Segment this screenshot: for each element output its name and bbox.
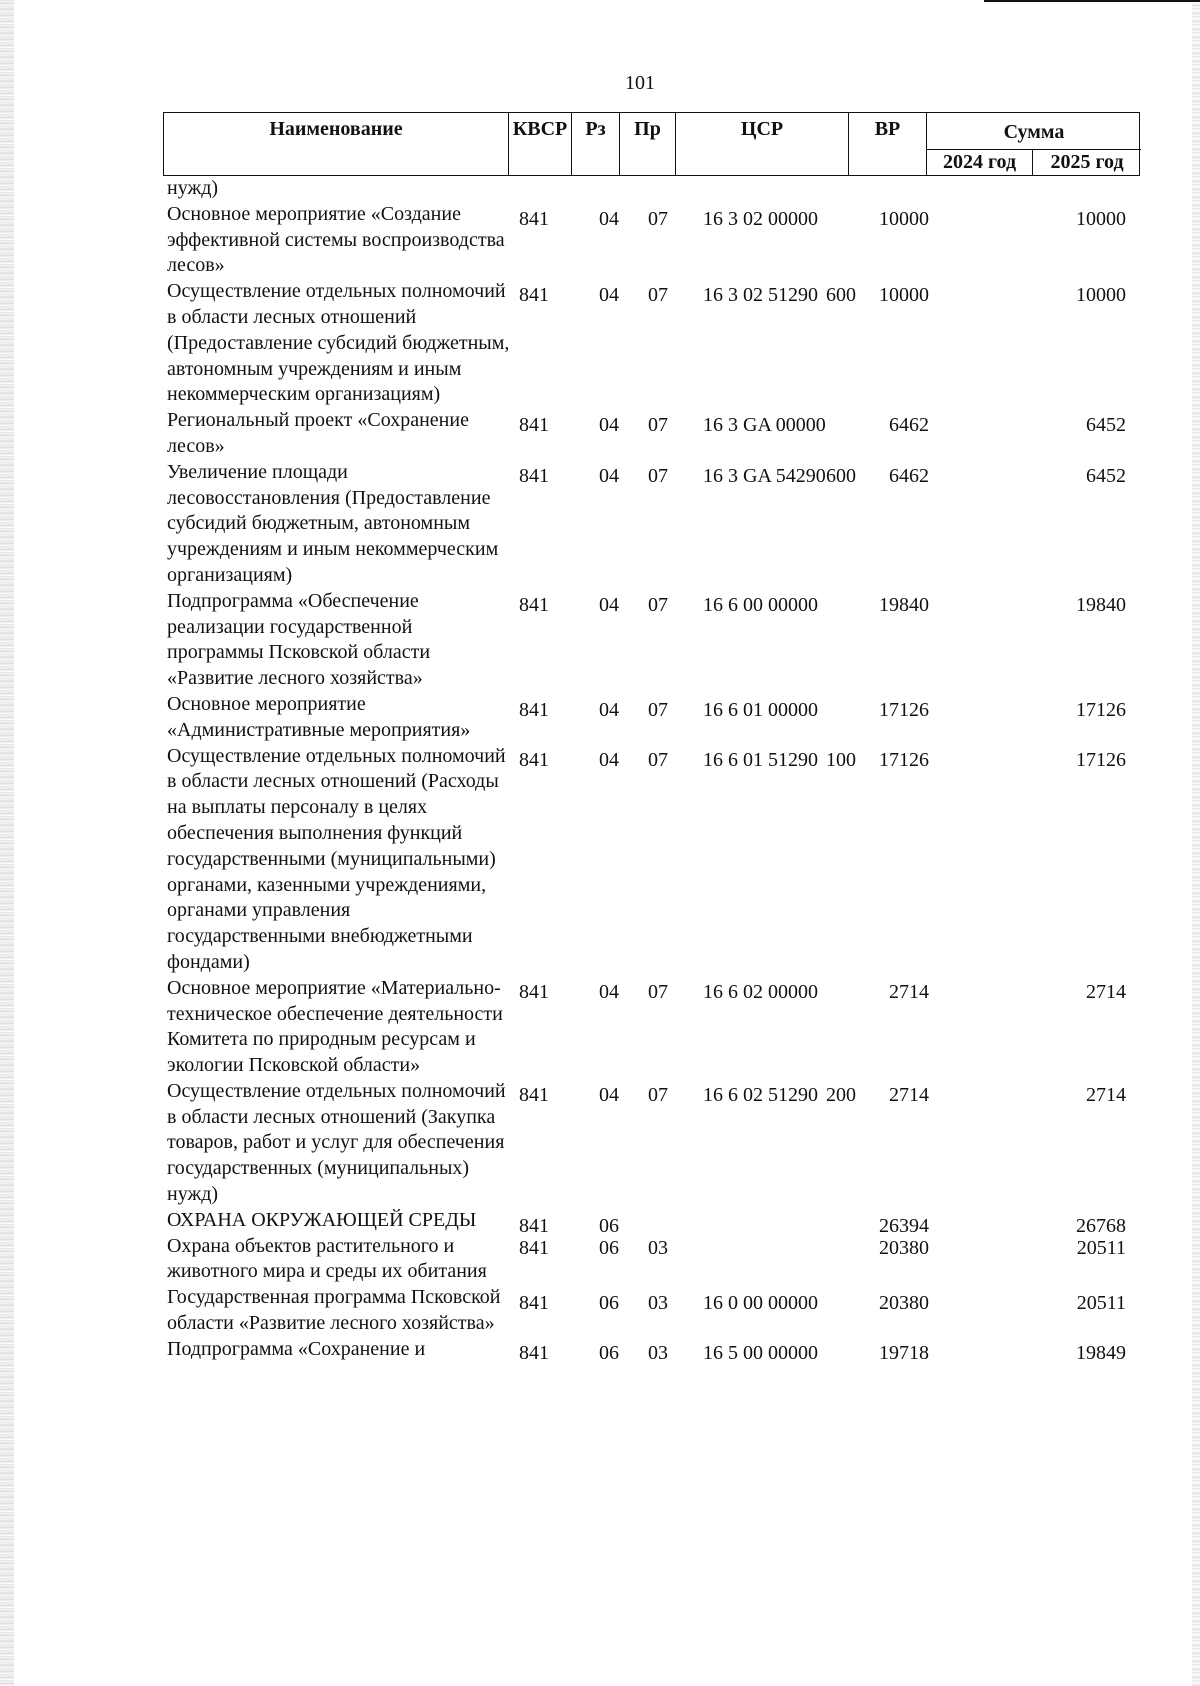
cell-rz: 04 [599, 284, 619, 307]
table-row [163, 279, 1140, 408]
cell-kvsr: 841 [519, 464, 549, 487]
cell-sum-2024: 20380 [879, 1292, 929, 1315]
cell-name: Подпрограмма «Сохранение и [167, 1337, 426, 1360]
cell-kvsr: 841 [519, 207, 549, 230]
cell-pr: 07 [648, 980, 668, 1003]
cell-name: Государственная программа Псковской области «Развитие лесного хозяйства» [167, 1286, 501, 1335]
cell-rz: 06 [599, 1341, 619, 1364]
cell-pr: 03 [648, 1341, 668, 1364]
cell-vr: 600 [826, 284, 856, 307]
continuation-text: нужд) [167, 177, 219, 199]
cell-pr: 07 [648, 414, 668, 437]
cell-sum-2024: 17126 [879, 748, 929, 771]
header-csr: ЦСР [676, 113, 849, 175]
cell-csr: 16 6 01 00000 [703, 698, 818, 721]
table-row [163, 408, 1140, 460]
header-year-2024: 2024 год [927, 150, 1033, 176]
cell-csr: 16 6 00 00000 [703, 593, 818, 616]
table-row [163, 460, 1140, 589]
table-row [163, 1234, 1140, 1286]
cell-name: Увеличение площади лесовосстановления (Предоставление субсидий бюджетным, автономным учреждениям и иным некоммерческим организациям) [167, 460, 499, 586]
cell-kvsr: 841 [519, 1083, 549, 1106]
cell-kvsr: 841 [519, 1341, 549, 1364]
cell-kvsr: 841 [519, 698, 549, 721]
cell-kvsr: 841 [519, 1236, 549, 1259]
cell-rz: 06 [599, 1236, 619, 1259]
cell-csr: 16 6 02 51290 [703, 1083, 818, 1106]
cell-pr: 07 [648, 284, 668, 307]
cell-kvsr: 841 [519, 980, 549, 1003]
cell-vr: 100 [826, 748, 856, 771]
cell-rz: 04 [599, 1083, 619, 1106]
cell-name: Основное мероприятие «Административные мероприятия» [167, 692, 471, 741]
cell-pr: 07 [648, 464, 668, 487]
cell-name: ОХРАНА ОКРУЖАЮЩЕЙ СРЕДЫ [167, 1208, 477, 1231]
table-row [163, 1208, 1140, 1237]
cell-sum-2025: 10000 [1076, 284, 1126, 307]
cell-name: Осуществление отдельных полномочий в области лесных отношений (Закупка товаров, работ и услуг для обеспечения государственных (муниципальных) нужд) [167, 1079, 506, 1206]
header-kvsr: КВСР [509, 113, 572, 175]
cell-rz: 04 [599, 980, 619, 1003]
cell-sum-2024: 10000 [879, 284, 929, 307]
cell-kvsr: 841 [519, 1214, 549, 1237]
cell-pr: 07 [648, 593, 668, 616]
cell-sum-2025: 20511 [1076, 1236, 1126, 1259]
cell-sum-2024: 2714 [889, 980, 929, 1003]
table-row [163, 1079, 1140, 1208]
cell-sum-2025: 17126 [1076, 748, 1126, 771]
cell-name: Осуществление отдельных полномочий в области лесных отношений (Предоставление субсидий бюджетным, автономным учреждениям и иным некоммерческим организациям) [167, 280, 510, 406]
table-row [163, 1337, 1140, 1363]
cell-sum-2025: 2714 [1086, 980, 1126, 1003]
header-vr: ВР [849, 113, 927, 175]
cell-sum-2024: 26394 [879, 1214, 929, 1237]
cell-csr: 16 3 02 00000 [703, 207, 818, 230]
header-pr: Пр [620, 113, 676, 175]
table-row [163, 692, 1140, 744]
cell-name: Основное мероприятие «Создание эффективной системы воспроизводства лесов» [167, 202, 505, 277]
cell-sum-2024: 6462 [889, 464, 929, 487]
cell-csr: 16 3 GA 00000 [703, 414, 826, 437]
cell-kvsr: 841 [519, 414, 549, 437]
cell-kvsr: 841 [519, 284, 549, 307]
table-row [163, 1285, 1140, 1337]
cell-kvsr: 841 [519, 1292, 549, 1315]
cell-name: Региональный проект «Сохранение лесов» [167, 409, 469, 457]
cell-sum-2024: 19840 [879, 593, 929, 616]
cell-rz: 06 [599, 1292, 619, 1315]
header-rz: Рз [572, 113, 620, 175]
table-row [163, 202, 1140, 279]
table-body [163, 176, 1140, 1363]
cell-csr: 16 3 GA 54290 [703, 464, 826, 487]
cell-sum-2024: 17126 [879, 698, 929, 721]
cell-pr: 03 [648, 1236, 668, 1259]
scan-edge-left [0, 0, 14, 1686]
cell-csr: 16 6 01 51290 [703, 748, 818, 771]
cell-name: Охрана объектов растительного и животного мира и среды их обитания [167, 1234, 487, 1283]
cell-pr: 03 [648, 1292, 668, 1315]
cell-csr: 16 5 00 00000 [703, 1341, 818, 1364]
header-sum: Сумма [927, 113, 1141, 150]
cell-sum-2025: 26768 [1076, 1214, 1126, 1237]
table-header [163, 112, 1140, 176]
cell-name: Подпрограмма «Обеспечение реализации государственной программы Псковской области «Развитие лесного хозяйства» [167, 589, 431, 690]
cell-sum-2024: 19718 [879, 1341, 929, 1364]
cell-vr: 200 [826, 1083, 856, 1106]
cell-sum-2025: 19840 [1076, 593, 1126, 616]
cell-pr: 07 [648, 748, 668, 771]
cell-rz: 04 [599, 207, 619, 230]
cell-rz: 04 [599, 593, 619, 616]
cell-name: Осуществление отдельных полномочий в области лесных отношений (Расходы на выплаты персоналу в целях обеспечения выполнения функций государственными (муниципальными) органами, казенными учреждениями, органами управления государственными внебюджетными фондами) [167, 744, 506, 973]
cell-csr: 16 0 00 00000 [703, 1292, 818, 1315]
cell-vr: 600 [826, 464, 856, 487]
scan-edge-right [1192, 0, 1200, 1686]
cell-pr: 07 [648, 1083, 668, 1106]
cell-sum-2025: 20511 [1076, 1292, 1126, 1315]
table-row [163, 744, 1140, 976]
cell-sum-2025: 19849 [1076, 1341, 1126, 1364]
cell-sum-2025: 10000 [1076, 207, 1126, 230]
cell-sum-2024: 20380 [879, 1236, 929, 1259]
header-year-2025: 2025 год [1050, 151, 1124, 173]
cell-name: Основное мероприятие «Материально-техническое обеспечение деятельности Комитета по природным ресурсам и экологии Псковской области» [167, 976, 503, 1077]
cell-sum-2024: 6462 [889, 414, 929, 437]
cell-rz: 06 [599, 1214, 619, 1237]
cell-sum-2025: 17126 [1076, 698, 1126, 721]
table-row [163, 976, 1140, 1079]
header-name: Наименование [164, 113, 509, 175]
cell-kvsr: 841 [519, 748, 549, 771]
cell-pr: 07 [648, 698, 668, 721]
cell-pr: 07 [648, 207, 668, 230]
cell-sum-2025: 2714 [1086, 1083, 1126, 1106]
cell-kvsr: 841 [519, 593, 549, 616]
cell-sum-2024: 2714 [889, 1083, 929, 1106]
cell-rz: 04 [599, 464, 619, 487]
cell-rz: 04 [599, 698, 619, 721]
page-number: 101 [625, 72, 655, 94]
top-rule [984, 0, 1200, 2]
cell-csr: 16 3 02 51290 [703, 284, 818, 307]
cell-sum-2025: 6452 [1086, 414, 1126, 437]
cell-rz: 04 [599, 414, 619, 437]
table-row [163, 589, 1140, 692]
cell-sum-2025: 6452 [1086, 464, 1126, 487]
cell-sum-2024: 10000 [879, 207, 929, 230]
cell-csr: 16 6 02 00000 [703, 980, 818, 1003]
cell-rz: 04 [599, 748, 619, 771]
